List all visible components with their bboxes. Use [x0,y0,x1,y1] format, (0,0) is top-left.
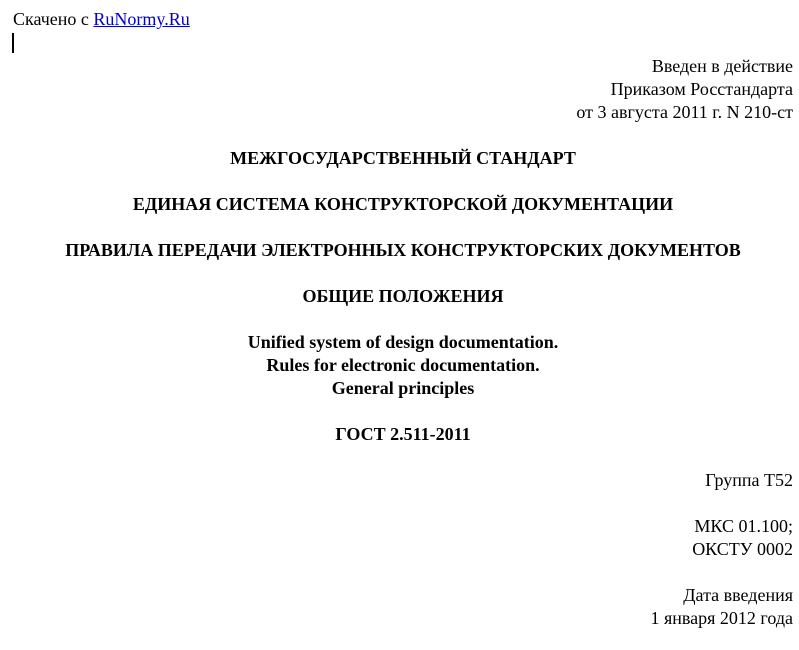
document-subtitle: ОБЩИЕ ПОЛОЖЕНИЯ [302,286,504,306]
gost-number: ГОСТ 2.511-2011 [335,424,471,444]
english-title-line-3: General principles [331,378,475,398]
runormy-link[interactable]: RuNormy.Ru [93,9,190,29]
introduction-date-value: 1 января 2012 года [650,608,793,628]
download-source-prefix: Скачено с [13,9,94,29]
text-cursor [12,33,14,53]
mks-code: МКС 01.100; [694,516,793,536]
group-code: Группа Т52 [705,470,793,490]
okstu-code: ОКСТУ 0002 [692,539,793,559]
enactment-line-1: Введен в действие [651,56,793,76]
enactment-line-3: от 3 августа 2011 г. N 210-ст [576,102,793,122]
english-title-line-1: Unified system of design documentation. [247,332,559,352]
enactment-line-2: Приказом Росстандарта [610,79,793,99]
document-title: ПРАВИЛА ПЕРЕДАЧИ ЭЛЕКТРОННЫХ КОНСТРУКТОРСКИХ ДОКУМЕНТОВ [65,240,741,260]
english-title-line-2: Rules for electronic documentation. [266,355,540,375]
system-heading: ЕДИНАЯ СИСТЕМА КОНСТРУКТОРСКОЙ ДОКУМЕНТАЦИИ [132,194,674,214]
introduction-date-label: Дата введения [683,585,793,605]
download-source-line [13,8,190,31]
standard-type-heading: МЕЖГОСУДАРСТВЕННЫЙ СТАНДАРТ [230,148,576,168]
